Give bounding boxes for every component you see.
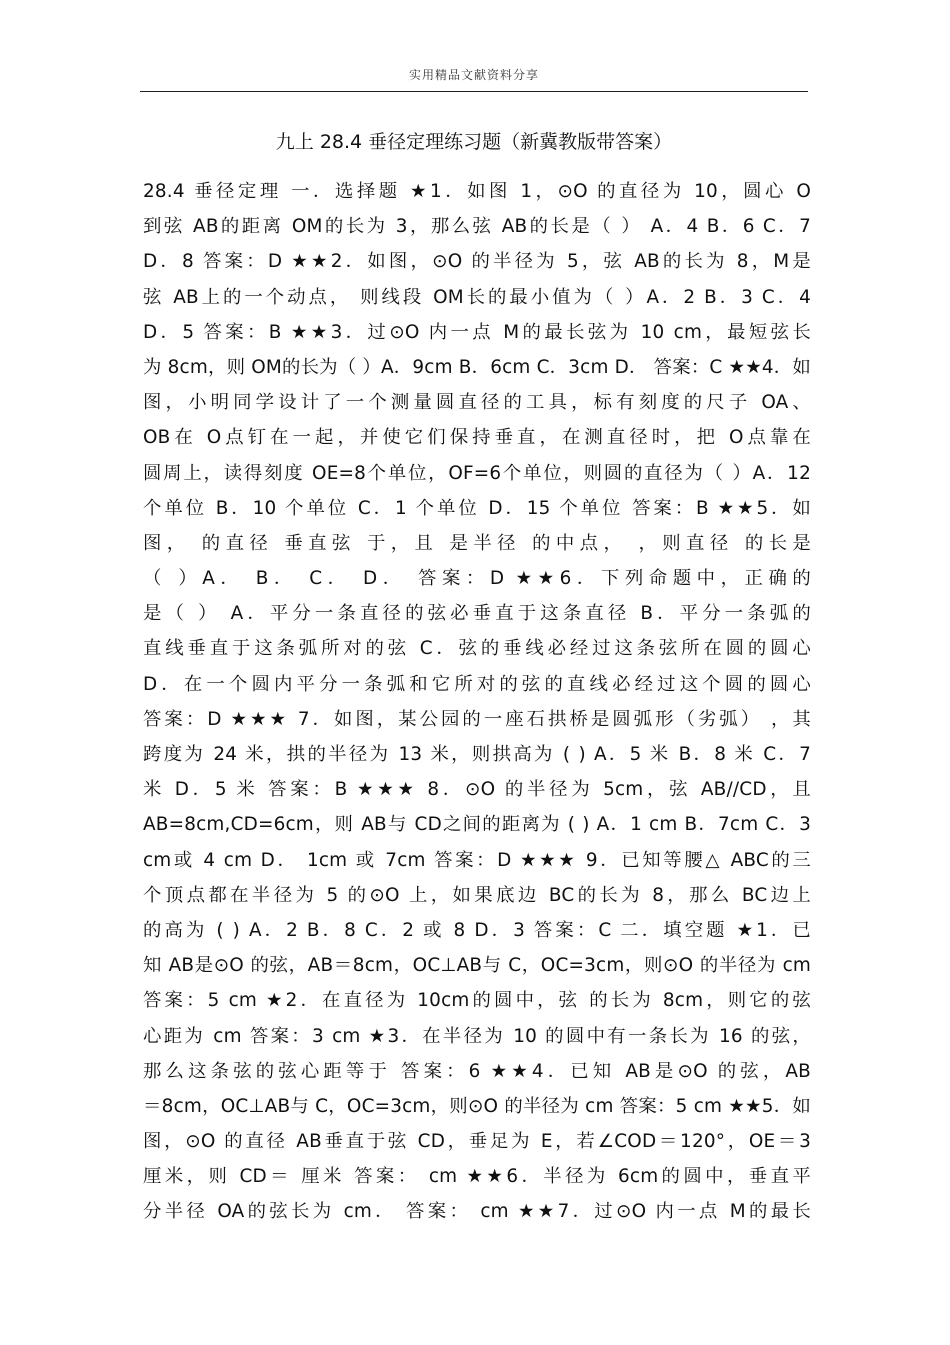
- text-line: 答案：5 cm ★2．在直径为 10cm的圆中，弦 的长为 8cm，则它的弦: [143, 990, 811, 1012]
- text-line: 弦 AB上的一个动点， 则线段 OM长的最小值为（ ）A．2 B．3 C．4: [143, 286, 811, 308]
- text-line: 是（ ） A．平分一条直径的弦必垂直于这条直径 B．平分一条弧的: [143, 603, 811, 625]
- text-line: 答案：D ★★★ 7．如图，某公园的一座石拱桥是圆弧形（劣弧） ，其: [143, 708, 811, 730]
- text-line: 圆周上，读得刻度 OE=8个单位，OF=6个单位，则圆的直径为（ ）A．12: [143, 462, 811, 484]
- text-line: D．在一个圆内平分一条弧和它所对的弦的直线必经过这个圆的圆心: [143, 673, 811, 695]
- document-title: 九上 28.4 垂径定理练习题（新冀教版带答案）: [275, 131, 673, 153]
- text-line: 个单位 B．10 个单位 C．1 个单位 D．15 个单位 答案：B ★★5．如: [143, 497, 811, 519]
- text-line: 个顶点都在半径为 5 的⊙O 上，如果底边 BC的长为 8，那么 BC边上: [143, 884, 811, 906]
- header-rule: [140, 91, 808, 92]
- text-line: 图，⊙O 的直径 AB垂直于弦 CD，垂足为 E，若∠COD＝120°，OE＝3: [143, 1131, 811, 1153]
- document-body: [143, 174, 811, 1230]
- text-line: 图， 的直径 垂直弦 于，且 是半径 的中点， ，则直径 的长是: [143, 532, 811, 554]
- text-line: 厘米，则 CD＝ 厘米 答案： cm ★★6．半径为 6cm的圆中，垂直平: [143, 1166, 811, 1188]
- text-line: 米 D．5 米 答案：B ★★★ 8．⊙O 的半径为 5cm，弦 AB//CD，且: [143, 779, 811, 801]
- text-line: ＝8cm，OC⊥AB与 C，OC=3cm，则⊙O 的半径为 cm 答案：5 cm ★★5．如: [143, 1095, 811, 1117]
- text-line: D．5 答案：B ★★3．过⊙O 内一点 M的最长弦为 10 cm，最短弦长: [143, 321, 811, 343]
- text-line: （ ）A． B． C． D． 答案：D ★★6．下列命题中，正确的: [143, 568, 811, 590]
- text-line: 为 8cm，则 OM的长为（ ）A．9cm B．6cm C．3cm D． 答案：C ★★4．如: [143, 356, 811, 378]
- text-line: cm或 4 cm D． 1cm 或 7cm 答案：D ★★★ 9．已知等腰△ ABC的三: [143, 849, 811, 871]
- text-line: OB在 O点钉在一起，并使它们保持垂直，在测直径时，把 O点靠在: [143, 427, 811, 449]
- text-line: 图，小明同学设计了一个测量圆直径的工具，标有刻度的尺子 OA、: [143, 392, 811, 414]
- text-line: D．8 答案：D ★★2．如图，⊙O 的半径为 5，弦 AB的长为 8，M是: [143, 251, 811, 273]
- text-line: 28.4 垂径定理 一．选择题 ★1．如图 1，⊙O 的直径为 10，圆心 O: [143, 181, 811, 202]
- text-line: 那么这条弦的弦心距等于 答案：6 ★★4．已知 AB是⊙O 的弦，AB: [143, 1060, 811, 1082]
- text-line: 直线垂直于这条弧所对的弦 C．弦的垂线必经过这条弦所在圆的圆心: [143, 638, 811, 660]
- text-line: 跨度为 24 米，拱的半径为 13 米，则拱高为 ( ) A．5 米 B．8 米 C．7: [143, 744, 811, 765]
- text-line: 的高为 ( ) A．2 B．8 C．2 或 8 D．3 答案：C 二．填空题 ★1．已: [143, 919, 811, 941]
- text-line: 心距为 cm 答案：3 cm ★3．在半径为 10 的圆中有一条长为 16 的弦，: [143, 1025, 811, 1047]
- text-line: 知 AB是⊙O 的弦，AB＝8cm，OC⊥AB与 C，OC=3cm，则⊙O 的半径为 cm: [143, 955, 811, 977]
- text-line: AB=8cm,CD=6cm，则 AB与 CD之间的距离为 ( ) A．1 cm B．7cm C．3: [143, 814, 811, 836]
- running-header: 实用精品文献资料分享: [408, 68, 539, 82]
- text-line: 分半径 OA的弦长为 cm． 答案： cm ★★7．过⊙O 内一点 M的最长: [143, 1201, 811, 1223]
- text-line: 到弦 AB的距离 OM的长为 3，那么弦 AB的长是（ ） A．4 B．6 C．7: [143, 216, 811, 238]
